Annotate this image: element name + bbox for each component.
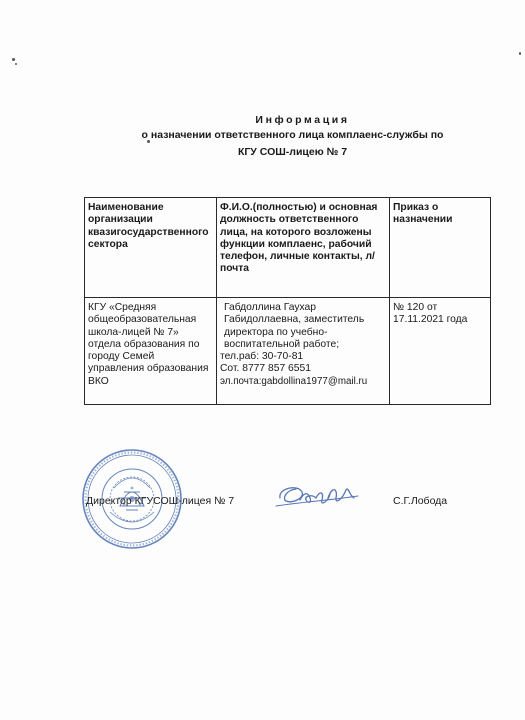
compliance-table [84, 197, 491, 405]
header-order: Приказ о назначении [390, 198, 491, 298]
signatory-position: Директор КГУСОШ-лицея № 7 [86, 495, 235, 507]
document-header [0, 113, 525, 161]
table-row [85, 298, 491, 405]
handwritten-signature-icon [272, 476, 362, 516]
mobile-phone: Сот. 8777 857 6551 [220, 363, 311, 375]
cell-responsible-person [217, 298, 390, 405]
scan-speck [15, 63, 17, 65]
document-subtitle-line1: о назначении ответственного лица комплаенс-службы по [141, 129, 444, 141]
cell-organization: КГУ «Средняя общеобразовательная школа-лицей № 7» отдела образования по городу Семей управления образования ВКО [85, 298, 217, 405]
person-details: Габдоллина Гаухар Габидоллаевна, заместитель директора по учебно-воспитательной работе; [224, 302, 365, 350]
document-title: Информация [255, 114, 350, 126]
work-phone: тел.раб: 30-70-81 [220, 351, 304, 363]
scan-speck [519, 52, 521, 55]
header-responsible-person: Ф.И.О.(полностью) и основная должность ответственного лица, на которого возложены функции комплаенс, рабочий телефон, личные контакты, л/почта [217, 198, 390, 298]
cell-order: № 120 от 17.11.2021 года [390, 298, 491, 405]
table-header-row [85, 198, 491, 298]
header-organization: Наименование организации квазигосударственного сектора [85, 198, 217, 298]
scan-speck [12, 58, 15, 61]
email: эл.почта:gabdollina1977@mail.ru [220, 375, 368, 387]
document-subtitle-line2: КГУ СОШ-лицею № 7 [237, 146, 348, 158]
signatory-name: С.Г.Лобода [393, 495, 448, 507]
